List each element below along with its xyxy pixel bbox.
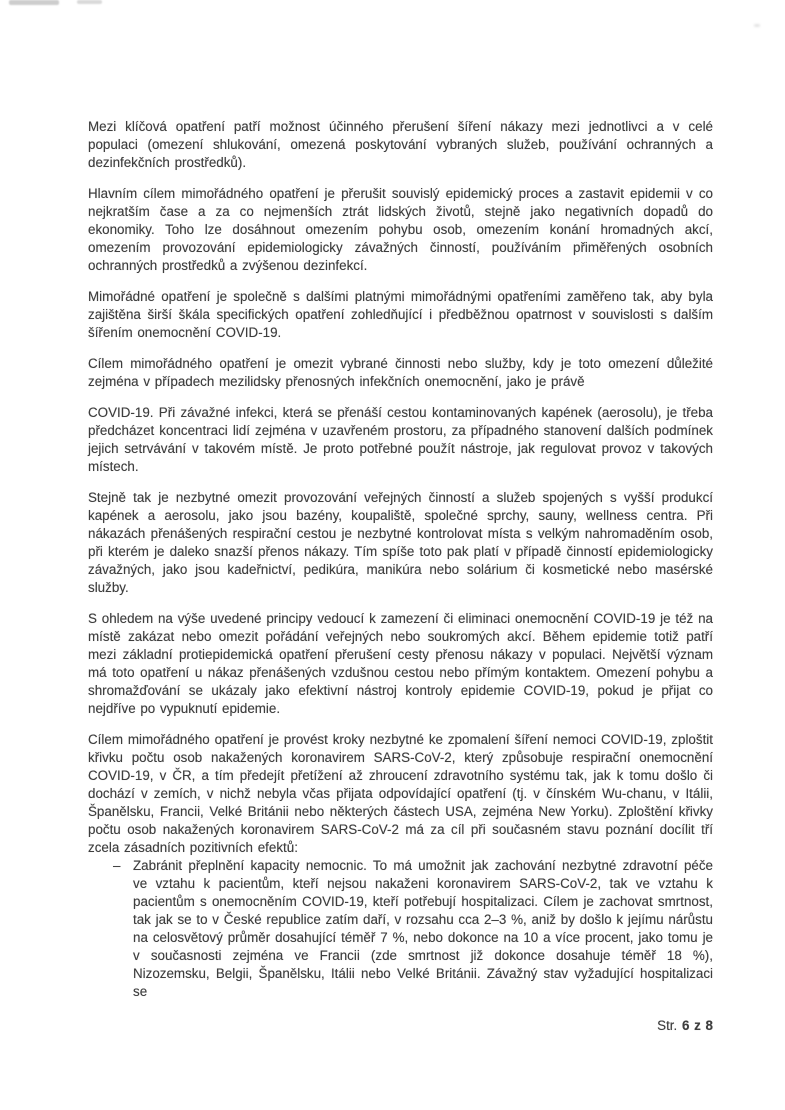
paragraph-public-services: Stejně tak je nezbytné omezit provozování veřejných činností a služeb spojených s vyšší produkcí kapének a aerosolu, jako jsou bazény, koupaliště, společné sprchy, sauny, wellness centra. Při nákazách přenášených respirační cestou je nezbytné kontrolovat místa s velkým nahromaděním osob, při kterém je daleko snazší přenos nákazy. Tím spíše toto pak platí v případě činností epidemiologicky závažných, jako jsou kadeřnictví, pedikúra, manikúra nebo solárium či kosmetické nebo masérské služby.	[88, 490, 713, 595]
paragraph-key-measures: Mezi klíčová opatření patří možnost účinného přerušení šíření nákazy mezi jednotlivci a v celé populaci (omezení shlukování, omezená poskytování vybraných služeb, používání ochranných a dezinfekčních prostředků).	[88, 119, 713, 170]
scan-artifact	[9, 0, 59, 5]
bullet-dash-marker: –	[113, 858, 121, 873]
scan-artifact	[754, 24, 760, 27]
scan-artifact	[77, 0, 102, 4]
bullet-item-hospital-capacity	[88, 857, 713, 1001]
paragraph-main-goal: Hlavním cílem mimořádného opatření je přerušit souvislý epidemický proces a zastavit epidemii v co nejkratším čase a za co nejmenších ztrát lidských životů, stejně jako negativních dopadů do ekonomiky. Toho lze dosáhnout omezením pohybu osob, omezením konání hromadných akcí, omezením provozování epidemiologicky závažných činností, používáním přiměřených osobních ochranných prostředků a zvýšenou dezinfekcí.	[88, 186, 713, 273]
page-number: 6 z 8	[681, 1018, 713, 1033]
paragraph-covid-infection: COVID-19. Při závažné infekci, která se přenáší cestou kontaminovaných kapének (aerosolu), je třeba předcházet koncentraci lidí zejména v uzavřeném prostoru, za případného stanovení dalších podmínek jejich setrvávání v takovém místě. Je proto potřebné použít nástroje, jak regulovat provoz v takových místech.	[88, 405, 713, 474]
paragraph-principles: S ohledem na výše uvedené principy vedoucí k zamezení či eliminaci onemocnění COVID-19 je též na místě zakázat nebo omezit pořádání veřejných nebo soukromých akcí. Během epidemie totiž patří mezi základní protiepidemická opatření přerušení cesty přenosu nákazy v populaci. Největší význam má toto opatření u nákaz přenášených vzdušnou cestou nebo přímým kontaktem. Omezení pohybu a shromažďování se ukázaly jako efektivní nástroj kontroly epidemie COVID-19, pokud je přijat co nejdříve po vypuknutí epidemie.	[88, 611, 713, 716]
paragraph-joint-measures: Mimořádné opatření je společně s dalšími platnými mimořádnými opatřeními zaměřeno tak, aby byla zajištěna širší škála specifických opatření zohledňující i předběžnou opatrnost v souvislosti s dalším šířením onemocnění COVID-19.	[88, 289, 713, 340]
document-body	[88, 118, 713, 1035]
page-footer	[88, 1017, 713, 1035]
paragraph-limit-activities: Cílem mimořádného opatření je omezit vybrané činnosti nebo služby, kdy je toto omezení důležité zejména v případech mezilidsky přenosných infekčních onemocnění, jako je právě	[88, 356, 713, 389]
bullet-item-text: Zabránit přeplnění kapacity nemocnic. To má umožnit jak zachování nezbytné zdravotní péče ve vztahu k pacientům, kteří nejsou nakaženi koronavirem SARS-CoV-2, tak ve vztahu k pacientům s onemocněním COVID-19, kteří potřebují hospitalizaci. Cílem je zachovat smrtnost, tak jak se to v České republice zatím daří, v rozsahu cca 2–3 %, aniž by došlo k jejímu nárůstu na celosvětový průměr dosahující téměř 7 %, nebo dokonce na 10 a více procent, jako tomu je v současnosti zejména ve Francii (zde smrtnost již dokonce dosahuje téměř 18 %), Nizozemsku, Belgii, Španělsku, Itálii nebo Velké Británii. Závažný stav vyžadující hospitalizaci se	[133, 858, 713, 999]
paragraph-flatten-curve: Cílem mimořádného opatření je provést kroky nezbytné ke zpomalení šíření nemoci COVID-19, zploštit křivku počtu osob nakažených koronavirem SARS-CoV-2, který způsobuje respirační onemocnění COVID-19, v ČR, a tím předejít přetížení až zhroucení zdravotního systému tak, jak k tomu došlo či dochází v zemích, v nichž nebyla včas přijata odpovídající opatření (tj. v čínském Wu-chanu, v Itálii, Španělsku, Francii, Velké Británii nebo některých částech USA, zejména New Yorku). Zploštění křivky počtu osob nakažených koronavirem SARS-CoV-2 má za cíl při současném stavu poznání docílit tří zcela zásadních pozitivních efektů:	[88, 732, 713, 855]
footer-label: Str.	[657, 1018, 678, 1033]
